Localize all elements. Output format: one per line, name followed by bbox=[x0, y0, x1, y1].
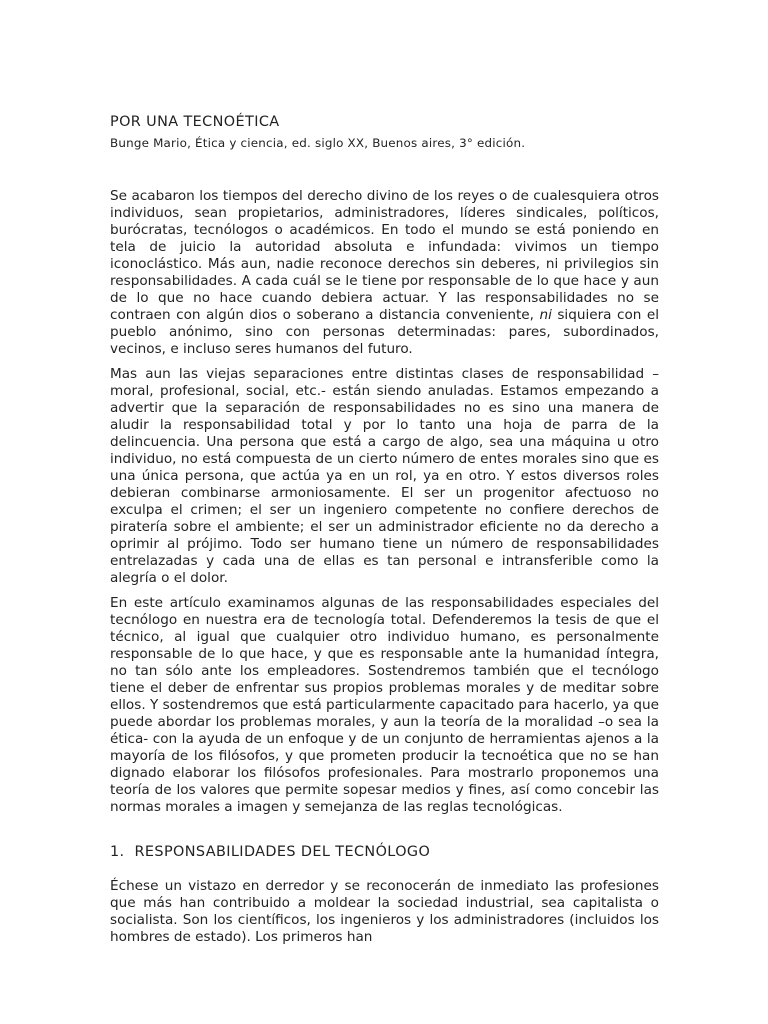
section-title: RESPONSABILIDADES DEL TECNÓLOGO bbox=[134, 844, 431, 860]
paragraph-1-italic: ni bbox=[539, 307, 552, 323]
paragraph-1-text-a: Se acabaron los tiempos del derecho divino de los reyes o de cualesquiera otros individuos, sean propietarios, administradores, líderes sindicales, políticos, burócratas, tecnólogos o académicos. En todo el mundo se está poniendo en tela de juicio la autoridad absoluta e infundada: vivimos un tiempo iconoclástico. Más aun, nadie reconoce derechos sin deberes, ni privilegios sin responsabilidades. A cada cuál se le tiene por responsable de lo que hace y aun de lo que no hace cuando debiera actuar. Y las responsabilidades no se contraen con algún dios o soberano a distancia conveniente, bbox=[110, 188, 659, 323]
section-paragraph: Échese un vistazo en derredor y se reconocerán de inmediato las profesiones que más han contribuido a moldear la sociedad industrial, sea capitalista o socialista. Son los científicos, los ingenieros y los administradores (incluidos los hombres de estado). Los primeros han bbox=[110, 878, 659, 945]
paragraph-3: En este artículo examinamos algunas de las responsabilidades especiales del tecnólogo en nuestra era de tecnología total. Defenderemos la tesis de que el técnico, al igual que cualquier otro individuo humano, es personalmente responsable de lo que hace, y que es responsable ante la humanidad íntegra, no tan sólo ante los empleadores. Sostendremos también que el tecnólogo tiene el deber de enfrentar sus propios problemas morales y de meditar sobre ellos. Y sostendremos que está particularmente capacitado para hacerlo, ya que puede abordar los problemas morales, y aun la teoría de la moralidad –o sea la ética- con la ayuda de un enfoque y de un conjunto de herramientas ajenos a la mayoría de los filósofos, y que prometen producir la tecnoética que no se han dignado elaborar los filósofos profesionales. Para mostrarlo proponemos una teoría de los valores que permite sopesar medios y fines, así como concebir las normas morales a imagen y semejanza de las reglas tecnológicas. bbox=[110, 595, 659, 815]
paragraph-1 bbox=[110, 188, 659, 358]
section-number: 1. bbox=[110, 844, 125, 860]
paragraph-2: Mas aun las viejas separaciones entre distintas clases de responsabilidad – moral, profesional, social, etc.- están siendo anuladas. Estamos empezando a advertir que la separación de responsabilidades no es sino una manera de aludir la responsabilidad total y por lo tanto una hoja de parra de la delincuencia. Una persona que está a cargo de algo, sea una máquina u otro individuo, no está compuesta de un cierto número de entes morales sino que es una única persona, que actúa ya en un rol, ya en otro. Y estos diversos roles debieran combinarse armoniosamente. El ser un progenitor afectuoso no exculpa el crimen; el ser un ingeniero competente no confiere derechos de piratería sobre el ambiente; el ser un administrador eficiente no da derecho a oprimir al prójimo. Todo ser humano tiene un número de responsabilidades entrelazadas y cada una de ellas es tan personal e intransferible como la alegría o el dolor. bbox=[110, 366, 659, 586]
section-heading bbox=[110, 844, 659, 861]
document-citation: Bunge Mario, Ética y ciencia, ed. siglo XX, Buenos aires, 3° edición. bbox=[110, 136, 526, 150]
paragraph-1-text-b: siquiera con el pueblo anónimo, sino con personas determinadas: pares, subordinados, vecinos, e incluso seres humanos del futuro. bbox=[110, 307, 659, 357]
document-title: POR UNA TECNOÉTICA bbox=[110, 114, 280, 130]
document-page bbox=[110, 114, 659, 954]
